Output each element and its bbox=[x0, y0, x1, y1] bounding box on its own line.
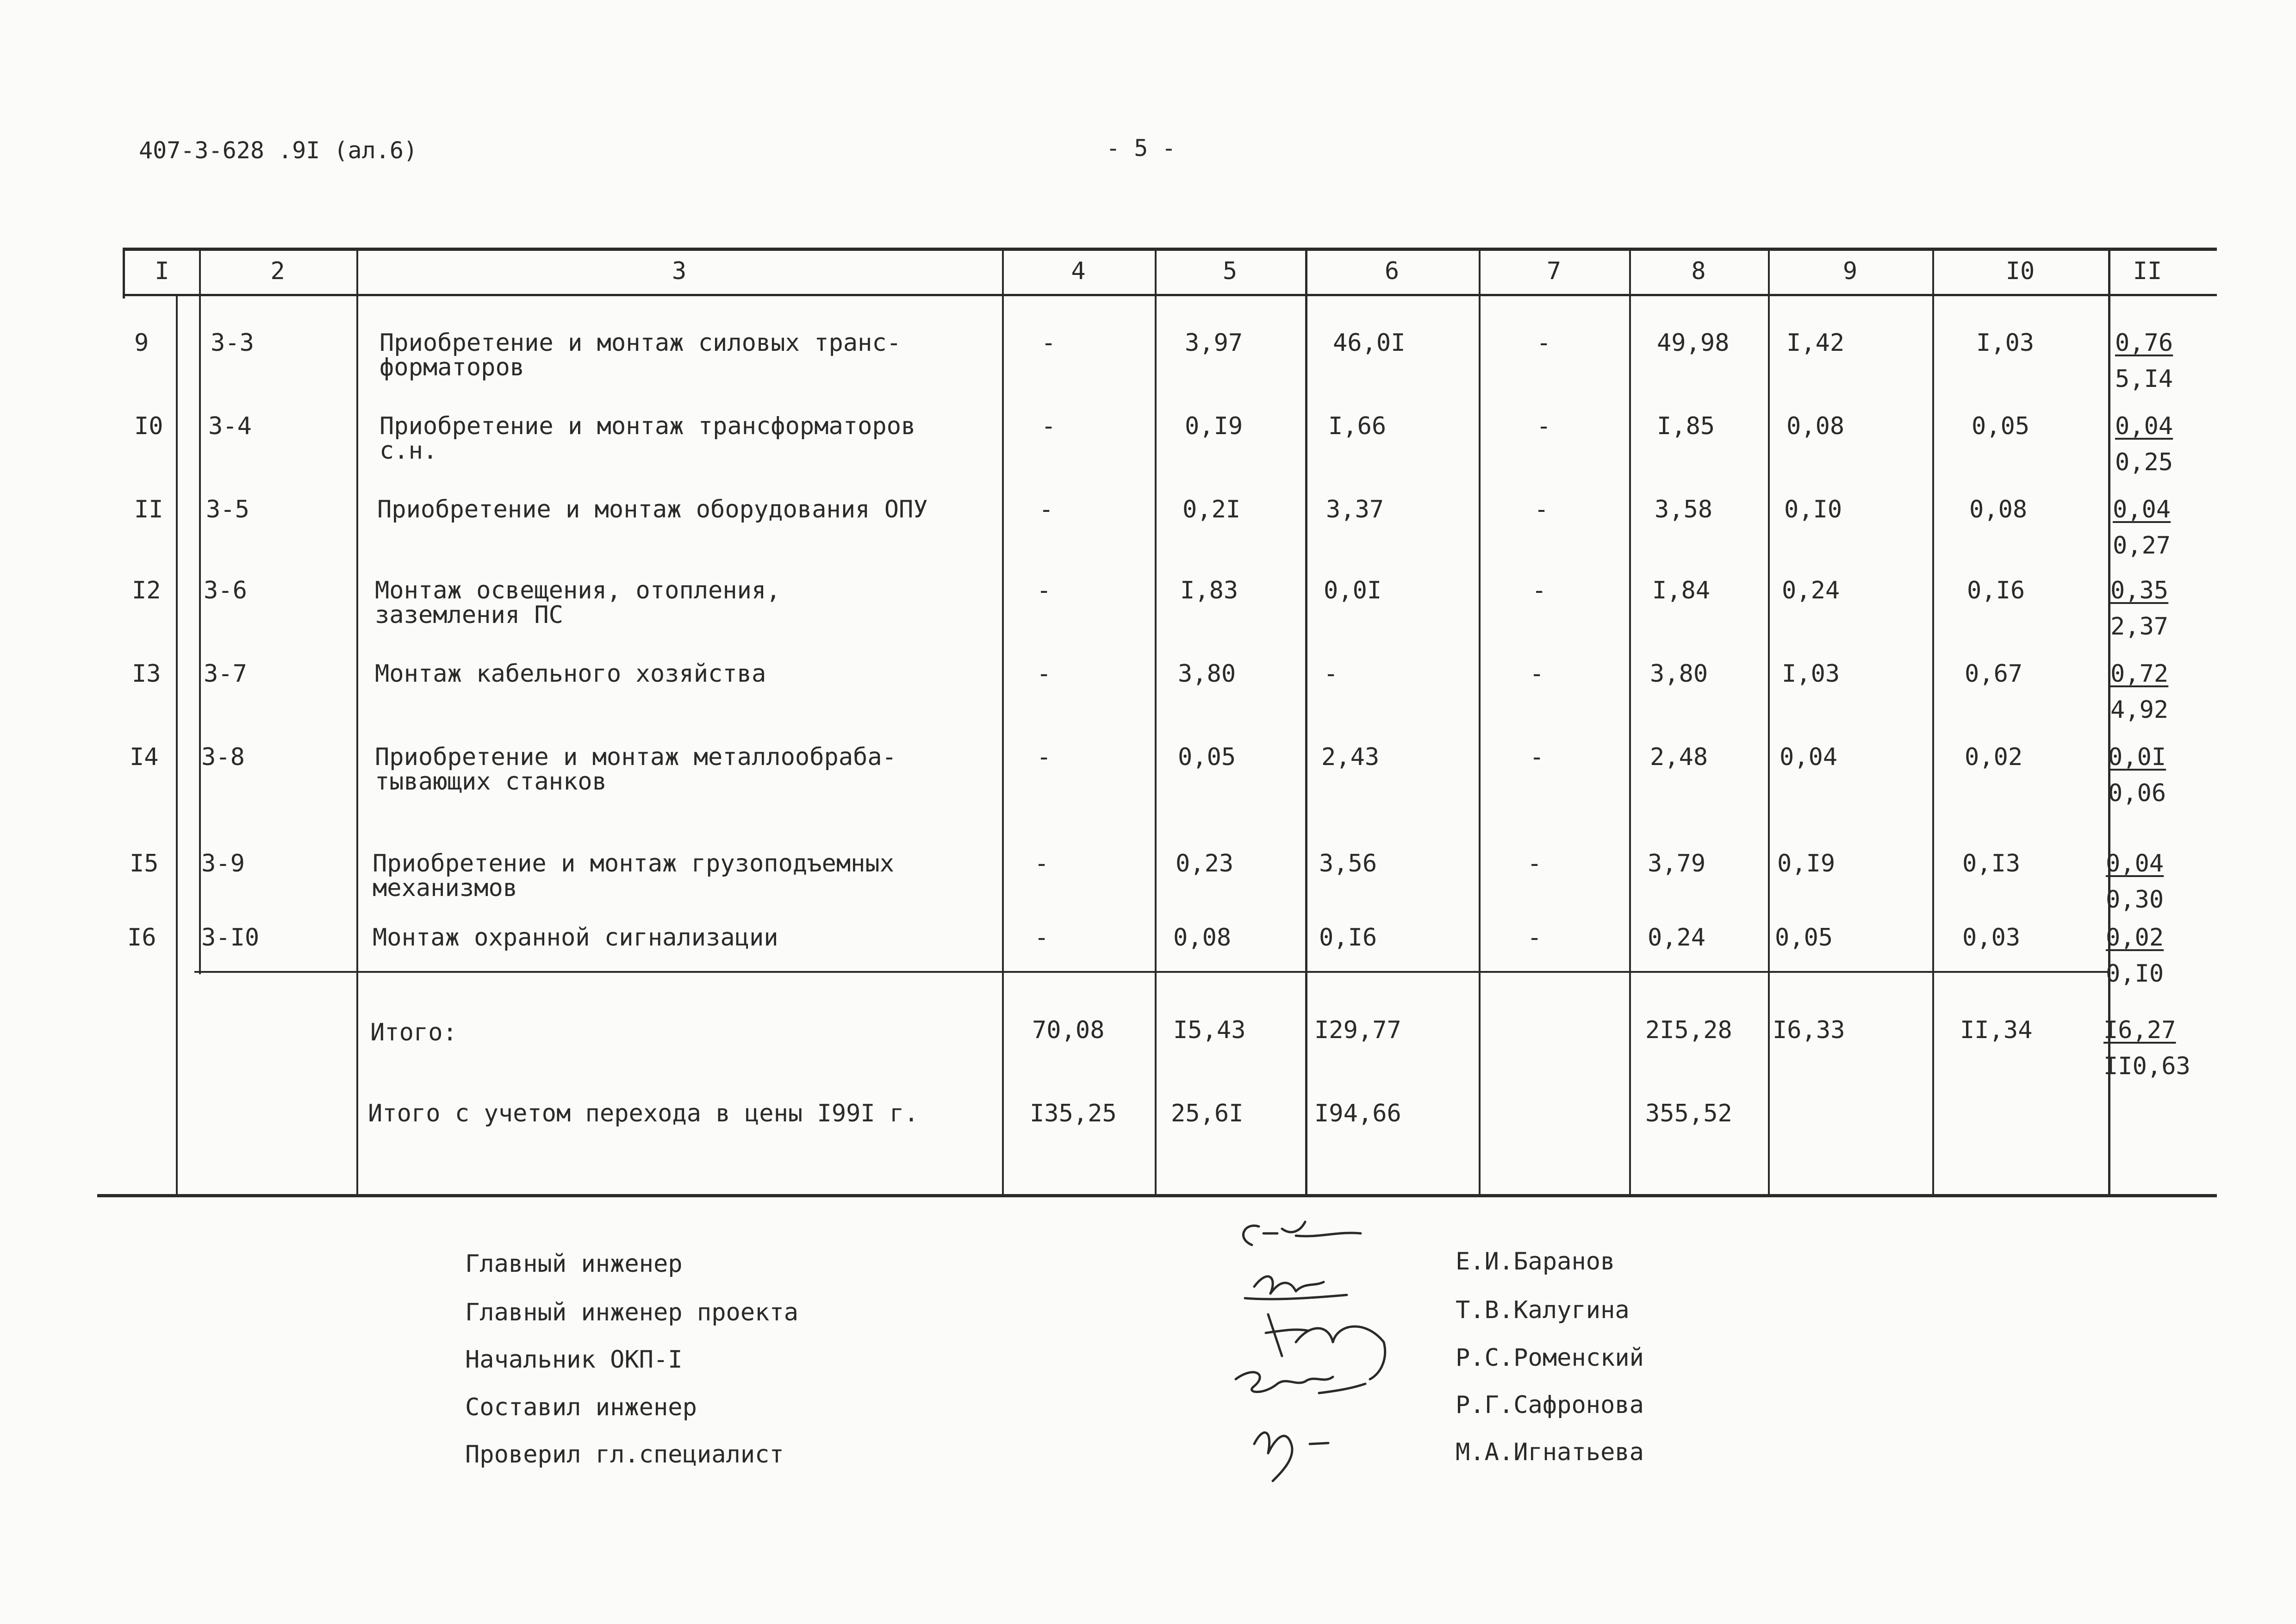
table-bottom-border bbox=[97, 1194, 2217, 1197]
row-name: Приобретение и монтаж грузоподъемных механизмов bbox=[373, 850, 895, 902]
row-c7: - bbox=[1537, 412, 1551, 440]
row-c9: I,03 bbox=[1782, 660, 1840, 688]
row-c7: - bbox=[1530, 660, 1544, 688]
row-c11-bottom: 0,30 bbox=[2106, 886, 2164, 914]
total-c9: I6,33 bbox=[1773, 1016, 1845, 1044]
row-c10: 0,I6 bbox=[1967, 577, 2025, 604]
row-number: II bbox=[134, 496, 163, 523]
col-header-8: 8 bbox=[1691, 257, 1706, 285]
total-1991-c6: I94,66 bbox=[1314, 1100, 1401, 1127]
row-c8: 3,79 bbox=[1648, 850, 1706, 877]
row-c4: - bbox=[1039, 496, 1054, 523]
row-code: 3-5 bbox=[206, 496, 249, 523]
row-c11 bbox=[2110, 579, 2168, 639]
row-name: Монтаж охранной сигнализации bbox=[373, 924, 778, 952]
row-c4: - bbox=[1037, 577, 1052, 604]
col-header-9: 9 bbox=[1842, 257, 1858, 285]
total-c4: 70,08 bbox=[1032, 1016, 1105, 1044]
row-c5: 0,08 bbox=[1173, 924, 1232, 952]
row-c5: I,83 bbox=[1180, 577, 1238, 604]
row-c6: 0,0I bbox=[1324, 577, 1382, 604]
row-code: 3-I0 bbox=[201, 924, 260, 952]
row-code: 3-7 bbox=[204, 660, 247, 688]
row-name: Приобретение и монтаж силовых транс- форматоров bbox=[380, 329, 902, 382]
row-code: 3-3 bbox=[211, 329, 254, 357]
row-c6: 3,37 bbox=[1326, 496, 1384, 523]
row-code: 3-8 bbox=[201, 743, 245, 771]
row-number: I4 bbox=[130, 743, 159, 771]
signature-scribble-1 bbox=[1243, 1222, 1361, 1245]
signature-role: Проверил гл.специалист bbox=[465, 1441, 784, 1468]
total-c6: I29,77 bbox=[1314, 1016, 1401, 1044]
row-c6: 3,56 bbox=[1319, 850, 1377, 877]
col-divider-7 bbox=[1629, 248, 1631, 1196]
col-divider-2 bbox=[356, 248, 358, 1196]
signature-name: Е.И.Баранов bbox=[1456, 1248, 1615, 1276]
row-c11-top: 0,76 bbox=[2115, 329, 2173, 357]
rows-bottom-border bbox=[194, 971, 2110, 973]
row-c8: 3,80 bbox=[1650, 660, 1708, 688]
row-c9: 0,I9 bbox=[1777, 850, 1836, 877]
signature-name: Р.Г.Сафронова bbox=[1456, 1391, 1644, 1419]
signature-role: Составил инженер bbox=[465, 1394, 697, 1421]
row-code: 3-6 bbox=[204, 577, 247, 604]
row-number: I3 bbox=[132, 660, 161, 688]
row-c6: I,66 bbox=[1328, 412, 1387, 440]
row-c5: 3,97 bbox=[1185, 329, 1243, 357]
row-c11-top: 0,72 bbox=[2110, 660, 2169, 688]
row-c5: 0,23 bbox=[1176, 850, 1234, 877]
row-c10: 0,05 bbox=[1972, 412, 2030, 440]
header-bottom-border bbox=[125, 294, 2217, 296]
col-header-1: I bbox=[155, 257, 169, 285]
row-c8: 2,48 bbox=[1650, 743, 1708, 771]
signature-role: Главный инженер bbox=[465, 1250, 683, 1278]
row-c6: 46,0I bbox=[1333, 329, 1406, 357]
col-divider-0b bbox=[176, 296, 178, 1196]
row-c11 bbox=[2106, 926, 2164, 986]
row-c11-top: 0,02 bbox=[2106, 924, 2164, 952]
row-c7: - bbox=[1530, 743, 1544, 771]
row-c11-bottom: 0,I0 bbox=[2106, 960, 2164, 988]
row-number: I0 bbox=[134, 412, 163, 440]
signature-name: М.А.Игнатьева bbox=[1456, 1438, 1644, 1466]
total-1991-label: Итого с учетом перехода в цены I99I г. bbox=[368, 1100, 919, 1127]
row-c9: 0,08 bbox=[1786, 412, 1845, 440]
row-c10: 0,67 bbox=[1965, 660, 2023, 688]
total-c8: 2I5,28 bbox=[1645, 1016, 1732, 1044]
row-c11-top: 0,04 bbox=[2113, 496, 2171, 523]
col-divider-5 bbox=[1305, 248, 1307, 1196]
row-c8: 3,58 bbox=[1655, 496, 1713, 523]
page-number: - 5 - bbox=[1106, 135, 1176, 162]
signature-scribble-5 bbox=[1254, 1432, 1328, 1481]
col-divider-4 bbox=[1155, 248, 1157, 1196]
document-code: 407-3-628 .9I (ал.6) bbox=[139, 137, 418, 164]
row-c7: - bbox=[1527, 924, 1542, 952]
total-c11-bottom: II0,63 bbox=[2103, 1052, 2190, 1080]
col-header-3: 3 bbox=[672, 257, 687, 285]
row-c6: 2,43 bbox=[1321, 743, 1380, 771]
row-name: Приобретение и монтаж трансформаторов с.н. bbox=[380, 412, 916, 465]
row-number: I6 bbox=[127, 924, 156, 952]
total-c10: II,34 bbox=[1960, 1016, 2033, 1044]
col-header-6: 6 bbox=[1384, 257, 1400, 285]
row-c6: 0,I6 bbox=[1319, 924, 1377, 952]
row-c9: 0,24 bbox=[1782, 577, 1840, 604]
row-c8: 49,98 bbox=[1657, 329, 1730, 357]
row-c11 bbox=[2106, 852, 2164, 912]
row-name: Монтаж освещения, отопления, заземления ПС bbox=[375, 577, 781, 629]
row-c4: - bbox=[1041, 412, 1056, 440]
row-c7: - bbox=[1527, 850, 1542, 877]
row-c10: 0,02 bbox=[1965, 743, 2023, 771]
row-c9: I,42 bbox=[1786, 329, 1845, 357]
row-c8: 0,24 bbox=[1648, 924, 1706, 952]
row-c11 bbox=[2115, 331, 2173, 391]
row-c4: - bbox=[1037, 743, 1052, 771]
row-c10: 0,08 bbox=[1969, 496, 2028, 523]
row-c5: 3,80 bbox=[1178, 660, 1236, 688]
row-number: 9 bbox=[134, 329, 149, 357]
col-header-2: 2 bbox=[270, 257, 285, 285]
signature-name: Т.В.Калугина bbox=[1456, 1296, 1630, 1324]
signature-role: Начальник ОКП-I bbox=[465, 1346, 683, 1374]
total-c5: I5,43 bbox=[1173, 1016, 1246, 1044]
row-name: Приобретение и монтаж металлообраба- тывающих станков bbox=[375, 743, 897, 796]
row-c11-bottom: 0,25 bbox=[2115, 448, 2173, 476]
row-c4: - bbox=[1034, 850, 1049, 877]
row-c7: - bbox=[1532, 577, 1547, 604]
row-c5: 0,I9 bbox=[1185, 412, 1243, 440]
signature-scribble-4 bbox=[1236, 1372, 1365, 1393]
row-c11-bottom: 2,37 bbox=[2110, 613, 2169, 641]
col-header-11: II bbox=[2133, 257, 2162, 285]
total-1991-c8: 355,52 bbox=[1645, 1100, 1732, 1127]
signature-name: Р.С.Роменский bbox=[1456, 1344, 1644, 1372]
row-c11-top: 0,04 bbox=[2115, 412, 2173, 440]
row-c4: - bbox=[1037, 660, 1052, 688]
row-c7: - bbox=[1534, 496, 1549, 523]
total-c11-top: I6,27 bbox=[2103, 1016, 2176, 1044]
row-c11 bbox=[2115, 414, 2173, 474]
signature-role: Главный инженер проекта bbox=[465, 1299, 799, 1326]
signature-scribble-3 bbox=[1266, 1314, 1385, 1379]
row-c6: - bbox=[1324, 660, 1338, 688]
col-header-10: I0 bbox=[2005, 257, 2035, 285]
row-name: Приобретение и монтаж оборудования ОПУ bbox=[377, 496, 928, 523]
row-name: Монтаж кабельного хозяйства bbox=[375, 660, 766, 688]
total-c11 bbox=[2103, 1018, 2190, 1078]
row-c7: - bbox=[1537, 329, 1551, 357]
row-c5: 0,2I bbox=[1182, 496, 1241, 523]
col-header-5: 5 bbox=[1222, 257, 1238, 285]
col-divider-8 bbox=[1768, 248, 1770, 1196]
row-c11-top: 0,0I bbox=[2108, 743, 2166, 771]
handwritten-signatures bbox=[1226, 1213, 1439, 1500]
row-c11-top: 0,04 bbox=[2106, 850, 2164, 877]
row-c11-bottom: 4,92 bbox=[2110, 696, 2169, 724]
row-code: 3-9 bbox=[201, 850, 245, 877]
total-1991-c4: I35,25 bbox=[1030, 1100, 1117, 1127]
col-divider-3 bbox=[1002, 248, 1004, 1196]
col-divider-6 bbox=[1479, 248, 1481, 1196]
row-c9: 0,I0 bbox=[1784, 496, 1842, 523]
signature-scribble-2 bbox=[1245, 1276, 1347, 1299]
row-c5: 0,05 bbox=[1178, 743, 1236, 771]
total-1991-c5: 25,6I bbox=[1171, 1100, 1244, 1127]
row-c8: I,85 bbox=[1657, 412, 1715, 440]
row-c4: - bbox=[1041, 329, 1056, 357]
row-c10: 0,I3 bbox=[1962, 850, 2021, 877]
col-header-7: 7 bbox=[1546, 257, 1562, 285]
row-c11 bbox=[2108, 745, 2166, 805]
row-c8: I,84 bbox=[1652, 577, 1711, 604]
row-c10: 0,03 bbox=[1962, 924, 2021, 952]
col-divider-1 bbox=[199, 248, 201, 974]
row-c11-bottom: 5,I4 bbox=[2115, 365, 2173, 393]
row-c11-top: 0,35 bbox=[2110, 577, 2169, 604]
row-c9: 0,04 bbox=[1780, 743, 1838, 771]
total-label: Итого: bbox=[370, 1019, 457, 1046]
col-header-4: 4 bbox=[1071, 257, 1086, 285]
row-c9: 0,05 bbox=[1775, 924, 1833, 952]
row-c11-bottom: 0,27 bbox=[2113, 532, 2171, 560]
row-number: I2 bbox=[132, 577, 161, 604]
row-c4: - bbox=[1034, 924, 1049, 952]
row-c11 bbox=[2113, 498, 2171, 558]
row-code: 3-4 bbox=[208, 412, 252, 440]
row-c11-bottom: 0,06 bbox=[2108, 779, 2166, 807]
table-top-border bbox=[125, 248, 2217, 251]
col-divider-9 bbox=[1932, 248, 1934, 1196]
row-c10: I,03 bbox=[1976, 329, 2035, 357]
row-number: I5 bbox=[130, 850, 159, 877]
row-c11 bbox=[2110, 662, 2168, 722]
